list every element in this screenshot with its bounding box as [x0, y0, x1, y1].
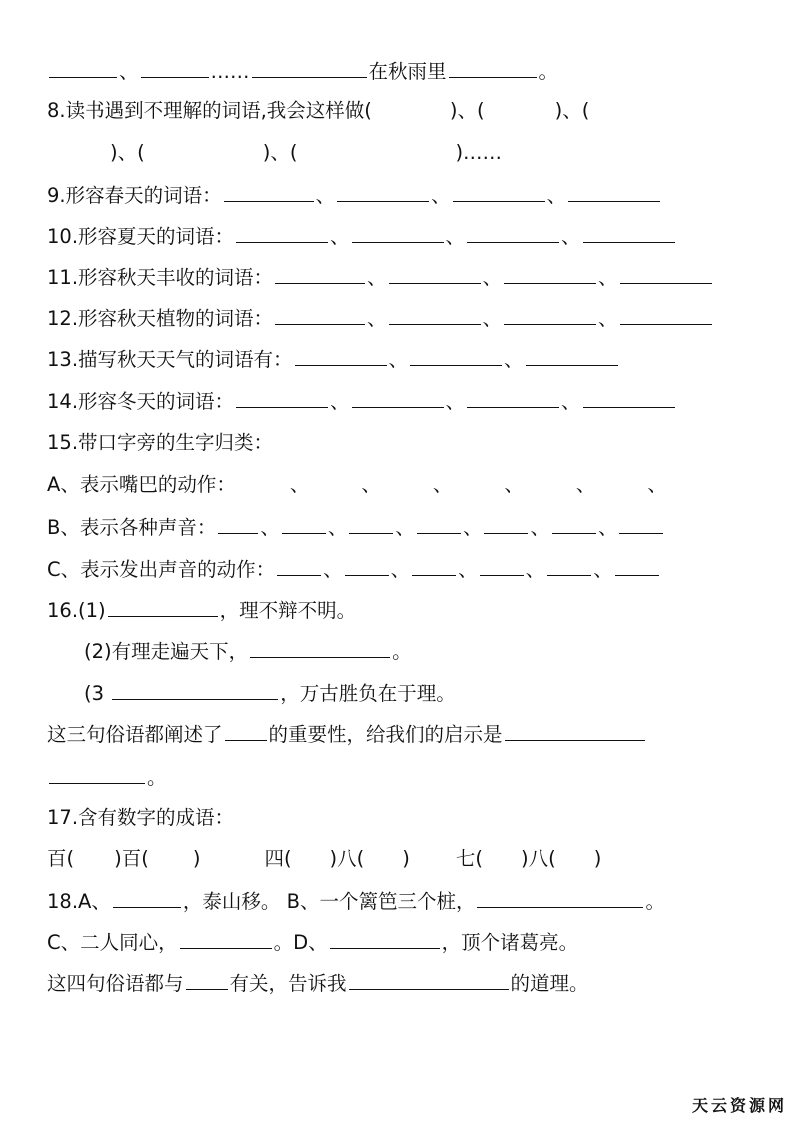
sep: 、: [462, 516, 483, 539]
answer-blank[interactable]: [275, 264, 365, 284]
sep: 、: [315, 184, 336, 207]
q17-idioms: [47, 846, 747, 872]
answer-blank[interactable]: [352, 388, 444, 408]
text: 百(: [47, 847, 75, 870]
sep: 、: [367, 307, 387, 330]
sep: 、: [647, 473, 667, 496]
answer-blank[interactable]: [504, 264, 596, 284]
site-watermark: 天云资源网: [691, 1096, 787, 1115]
answer-blank[interactable]: [218, 514, 258, 534]
sep: 、: [289, 473, 310, 496]
answer-blank[interactable]: [352, 223, 444, 243]
q13-line: [47, 346, 747, 373]
text: 。: [645, 890, 665, 913]
text: 的道理。: [510, 972, 589, 995]
question-text: C、表示发出声音的动作：: [47, 558, 276, 581]
sep: 、: [561, 225, 581, 248]
answer-blank[interactable]: [295, 346, 387, 366]
sep: 、: [327, 516, 348, 539]
answer-blank[interactable]: [349, 514, 393, 534]
sep: 、: [390, 558, 411, 581]
answer-blank[interactable]: [552, 514, 596, 534]
text: ，泰山移。: [182, 890, 281, 913]
answer-blank[interactable]: [453, 182, 545, 202]
sep: 、: [504, 348, 524, 371]
question-text: A、表示嘴巴的动作：: [47, 473, 236, 496]
sep: 、: [395, 516, 415, 539]
answer-blank[interactable]: [583, 388, 675, 408]
q8-line: [47, 98, 747, 124]
sep: 、: [330, 225, 350, 248]
answer-blank[interactable]: [225, 721, 267, 741]
answer-blank[interactable]: [389, 264, 481, 284]
q16-line-3: [84, 680, 747, 707]
question-text: 18.A、: [47, 890, 111, 913]
answer-blank[interactable]: [526, 346, 618, 366]
sep: 、: [431, 184, 451, 207]
q18-line-1: [47, 888, 747, 915]
text: 这三句俗语都阐述了: [47, 723, 223, 746]
answer-blank[interactable]: [108, 597, 218, 617]
sep: 、: [432, 473, 453, 496]
sep: 、: [597, 516, 618, 539]
answer-blank[interactable]: [583, 223, 675, 243]
text: ): [593, 847, 602, 870]
answer-blank[interactable]: [345, 556, 389, 576]
answer-blank[interactable]: [484, 514, 528, 534]
text: 。: [147, 766, 167, 789]
q16-line-1: [47, 597, 747, 624]
answer-blank[interactable]: [49, 764, 145, 784]
answer-blank[interactable]: [49, 58, 117, 78]
text: 。: [538, 60, 559, 83]
text: )、(: [262, 141, 298, 164]
answer-blank[interactable]: [505, 721, 645, 741]
answer-blank[interactable]: [141, 58, 209, 78]
sep: 、: [598, 266, 618, 289]
sep: 、: [598, 307, 618, 330]
text: ……: [210, 60, 250, 83]
text: 的重要性，给我们的启示是: [268, 723, 503, 746]
answer-blank[interactable]: [180, 929, 272, 949]
text: )、(: [554, 99, 590, 122]
sep: 、: [530, 516, 550, 539]
question-text: 12.形容秋天植物的词语：: [47, 307, 274, 330]
answer-blank[interactable]: [112, 680, 278, 700]
text: B、一个篱笆三个桩，: [286, 890, 476, 913]
text: 七(: [455, 847, 483, 870]
answer-blank[interactable]: [236, 388, 328, 408]
q18-line-2: [47, 929, 747, 956]
answer-blank[interactable]: [467, 388, 559, 408]
sep: 、: [593, 558, 613, 581]
sep: 、: [546, 184, 567, 207]
sep: 、: [323, 558, 343, 581]
answer-blank[interactable]: [275, 305, 365, 325]
sep: 、: [361, 473, 381, 496]
sep: 、: [458, 558, 478, 581]
answer-blank[interactable]: [337, 182, 429, 202]
q16-line-2: [84, 638, 747, 665]
answer-blank[interactable]: [477, 888, 643, 908]
text: )……: [455, 141, 503, 164]
q15b-line: [47, 514, 747, 541]
answer-blank[interactable]: [504, 305, 596, 325]
answer-blank[interactable]: [480, 556, 524, 576]
text: 这四句俗语都与: [47, 972, 184, 995]
question-text: 8.读书遇到不理解的词语,我会这样做(: [47, 99, 372, 122]
question-text: 17.含有数字的成语：: [47, 806, 235, 829]
answer-blank[interactable]: [186, 970, 228, 990]
answer-blank[interactable]: [417, 514, 461, 534]
text: ): [192, 847, 201, 870]
answer-blank[interactable]: [330, 929, 440, 949]
answer-blank[interactable]: [224, 182, 314, 202]
q8-line-2: [110, 140, 747, 166]
answer-blank[interactable]: [349, 970, 509, 990]
answer-blank[interactable]: [250, 638, 390, 658]
text: ): [402, 847, 410, 870]
q7-line: [47, 58, 747, 85]
question-text: 10.形容夏天的词语：: [47, 225, 235, 248]
question-text: 15.带口字旁的生字归类：: [47, 431, 274, 454]
sep: 、: [561, 390, 581, 413]
answer-blank[interactable]: [277, 556, 321, 576]
answer-blank[interactable]: [389, 305, 481, 325]
answer-blank[interactable]: [467, 223, 559, 243]
answer-blank[interactable]: [412, 556, 456, 576]
question-text: 13.描写秋天天气的词语有：: [47, 348, 293, 371]
sep: 、: [260, 516, 280, 539]
sep: 、: [388, 348, 409, 371]
q11-line: [47, 264, 747, 291]
answer-blank[interactable]: [619, 514, 663, 534]
text: )八(: [329, 847, 365, 870]
question-text: B、表示各种声音：: [47, 516, 217, 539]
answer-blank[interactable]: [547, 556, 591, 576]
sep: 、: [525, 558, 546, 581]
text: ，万古胜负在于理。: [280, 682, 456, 705]
q10-line: [47, 223, 747, 250]
answer-blank[interactable]: [620, 264, 712, 284]
answer-blank[interactable]: [449, 58, 537, 78]
answer-blank[interactable]: [568, 182, 660, 202]
sep: 、: [482, 266, 503, 289]
sep: 、: [367, 266, 387, 289]
q15a-line: [47, 472, 747, 498]
sep: 、: [504, 473, 524, 496]
text: )百(: [114, 847, 149, 870]
answer-blank[interactable]: [236, 223, 328, 243]
q9-line: [47, 182, 747, 209]
text: ，理不辩不明。: [219, 599, 357, 622]
q14-line: [47, 388, 747, 415]
sep: 、: [330, 390, 350, 413]
q16-line-5: [47, 764, 747, 791]
text: ，顶个诸葛亮。: [441, 931, 579, 954]
q12-line: [47, 305, 747, 332]
question-text: 16.(1): [47, 599, 106, 622]
text: C、二人同心，: [47, 931, 178, 954]
text: 在秋雨里: [368, 60, 447, 83]
answer-blank[interactable]: [620, 305, 712, 325]
q16-line-4: [47, 721, 747, 748]
text: )、(: [449, 99, 485, 122]
q17-line: [47, 805, 747, 831]
sep: 、: [445, 225, 466, 248]
answer-blank[interactable]: [113, 888, 181, 908]
sep: 、: [482, 307, 503, 330]
text: (3: [84, 682, 105, 705]
text: 四(: [264, 847, 292, 870]
q15c-line: [47, 556, 747, 583]
text: 。: [392, 640, 412, 663]
answer-blank[interactable]: [615, 556, 659, 576]
text: 有关，告诉我: [229, 972, 347, 995]
text: 、: [119, 60, 139, 83]
answer-blank[interactable]: [410, 346, 502, 366]
text: 。D、: [273, 931, 328, 954]
question-text: 9.形容春天的词语：: [47, 184, 222, 207]
sep: 、: [445, 390, 466, 413]
answer-blank[interactable]: [282, 514, 326, 534]
answer-blank[interactable]: [252, 58, 367, 78]
q18-line-3: [47, 970, 747, 997]
question-text: 11.形容秋天丰收的词语：: [47, 266, 274, 289]
question-text: 14.形容冬天的词语：: [47, 390, 235, 413]
q15-line: [47, 430, 747, 456]
text: (2)有理走遍天下，: [84, 640, 249, 663]
text: )、(: [110, 141, 145, 164]
sep: 、: [575, 473, 596, 496]
text: )八(: [520, 847, 556, 870]
